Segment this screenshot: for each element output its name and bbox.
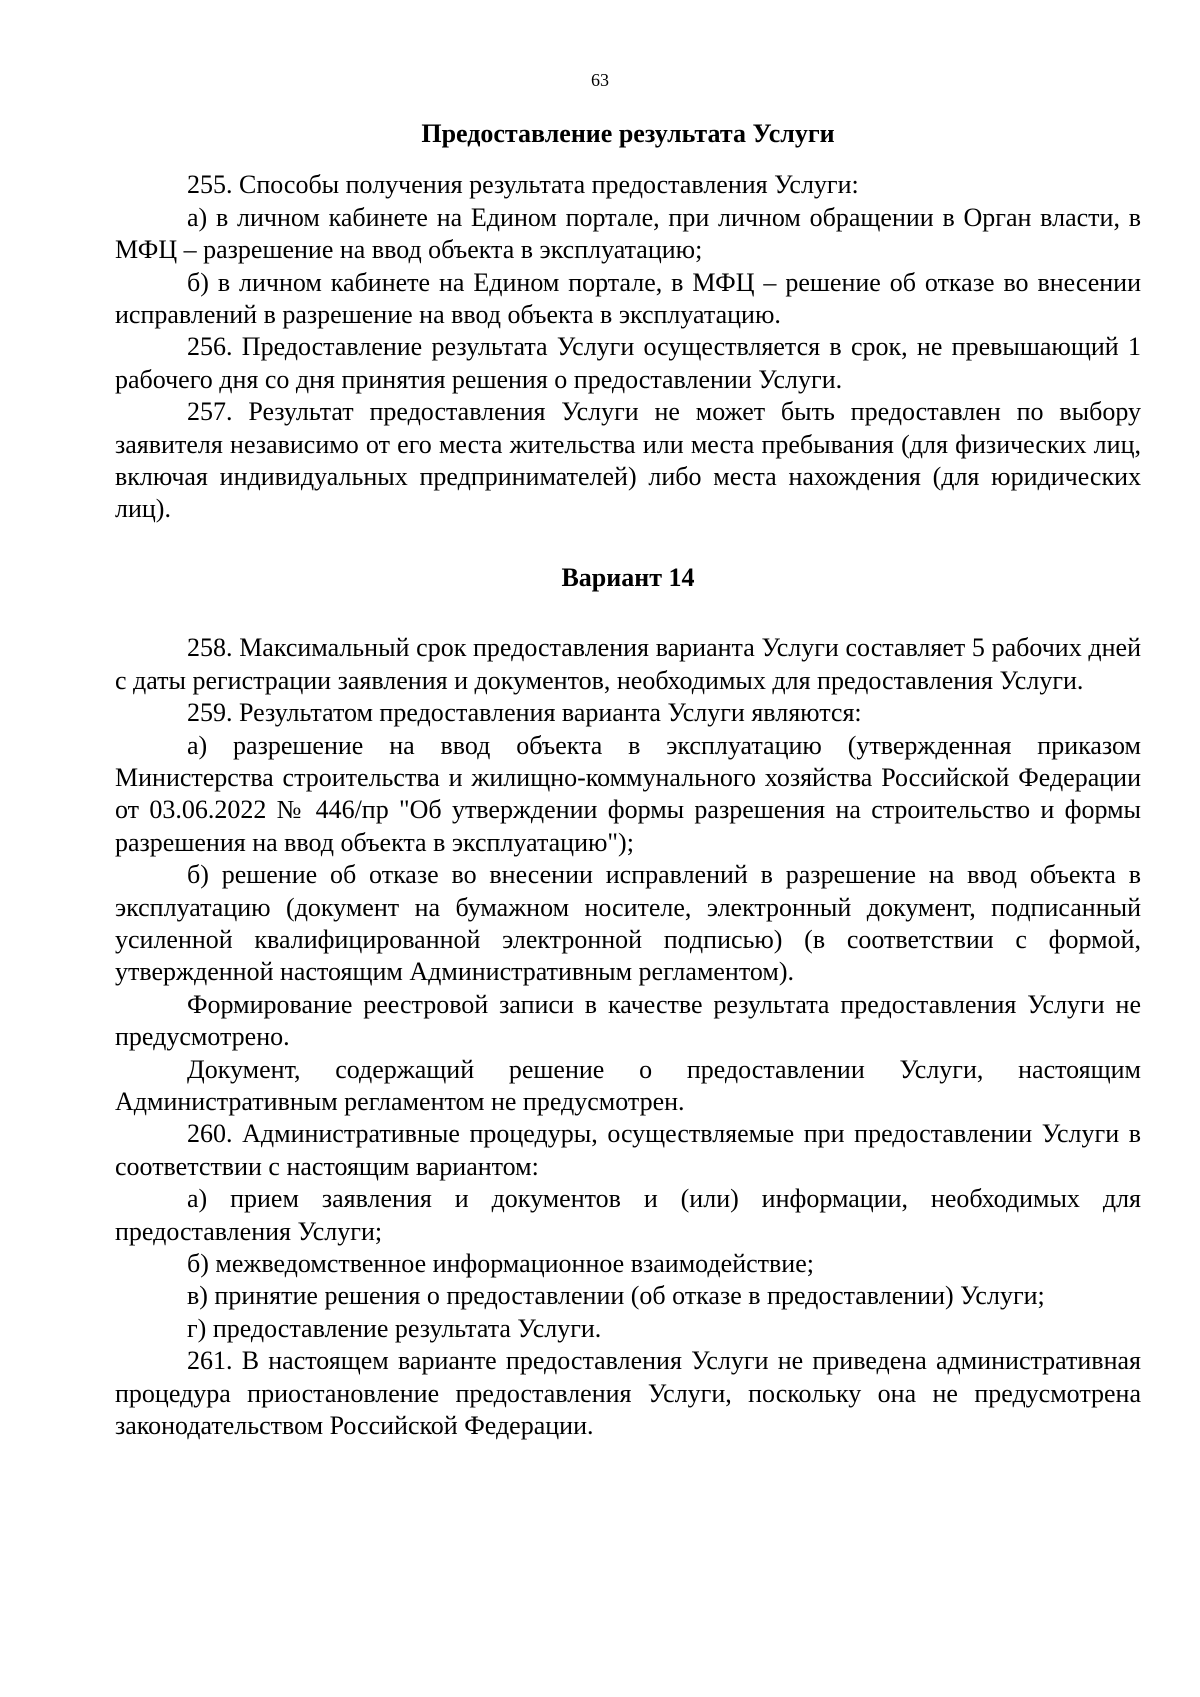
document-body: [115, 118, 1141, 1442]
paragraph-259: 259. Результатом предоставления варианта Услуги являются:: [187, 698, 862, 728]
paragraph-260-b: б) межведомственное информационное взаимодействие;: [187, 1249, 814, 1278]
section-heading-result: Предоставление результата Услуги: [421, 119, 835, 148]
section-heading-variant-14: Вариант 14: [561, 562, 695, 592]
paragraph-255-b: б) в личном кабинете на Едином портале, в МФЦ – решение об отказе во внесении исправлений в разрешение на ввод объекта в эксплуатацию.: [115, 267, 1141, 330]
paragraph-decision-document: Документ, содержащий решение о предоставлении Услуги, настоящим Административным регламентом не предусмотрен.: [115, 1054, 1141, 1116]
paragraph-257: 257. Результат предоставления Услуги не может быть предоставлен по выбору заявителя независимо от его места жительства или места пребывания (для физических лиц, включая индивидуальных предпринимателей) либо места нахождения (для юридических лиц).: [115, 397, 1141, 524]
paragraph-259-b: б) решение об отказе во внесении исправлений в разрешение на ввод объекта в эксплуатацию (документ на бумажном носителе, электронный документ, подписанный усиленной квалифицированной электронной подписью) (в соответствии с формой, утвержденной настоящим Административным регламентом).: [115, 860, 1141, 987]
page-number: 63: [591, 70, 609, 90]
paragraph-256: 256. Предоставление результата Услуги осуществляется в срок, не превышающий 1 рабочего дня со дня принятия решения о предоставлении Услуги.: [115, 332, 1141, 394]
paragraph-260: 260. Административные процедуры, осуществляемые при предоставлении Услуги в соответствии с настоящим вариантом:: [115, 1119, 1141, 1181]
paragraph-260-a: а) прием заявления и документов и (или) информации, необходимых для предоставления Услуги;: [115, 1184, 1141, 1246]
paragraph-260-g: г) предоставление результата Услуги.: [187, 1313, 602, 1343]
paragraph-261: 261. В настоящем варианте предоставления Услуги не приведена административная процедура приостановление предоставления Услуги, поскольку она не предусмотрена законодательством Российской Федерации.: [115, 1346, 1141, 1441]
paragraph-258: 258. Максимальный срок предоставления варианта Услуги составляет 5 рабочих дней с даты регистрации заявления и документов, необходимых для предоставления Услуги.: [115, 633, 1141, 695]
paragraph-registry-record: Формирование реестровой записи в качестве результата предоставления Услуги не предусмотрено.: [115, 989, 1141, 1052]
paragraph-260-v: в) принятие решения о предоставлении (об отказе в предоставлении) Услуги;: [187, 1281, 1045, 1311]
paragraph-259-a: а) разрешение на ввод объекта в эксплуатацию (утвержденная приказом Министерства строительства и жилищно-коммунального хозяйства Российской Федерации от 03.06.2022 № 446/пр "Об утверждении формы разрешения на строительство и формы разрешения на ввод объекта в эксплуатацию");: [115, 730, 1141, 857]
paragraph-255-a: а) в личном кабинете на Едином портале, при личном обращении в Орган власти, в МФЦ – разрешение на ввод объекта в эксплуатацию;: [115, 202, 1141, 265]
paragraph-255: 255. Способы получения результата предоставления Услуги:: [187, 170, 859, 200]
